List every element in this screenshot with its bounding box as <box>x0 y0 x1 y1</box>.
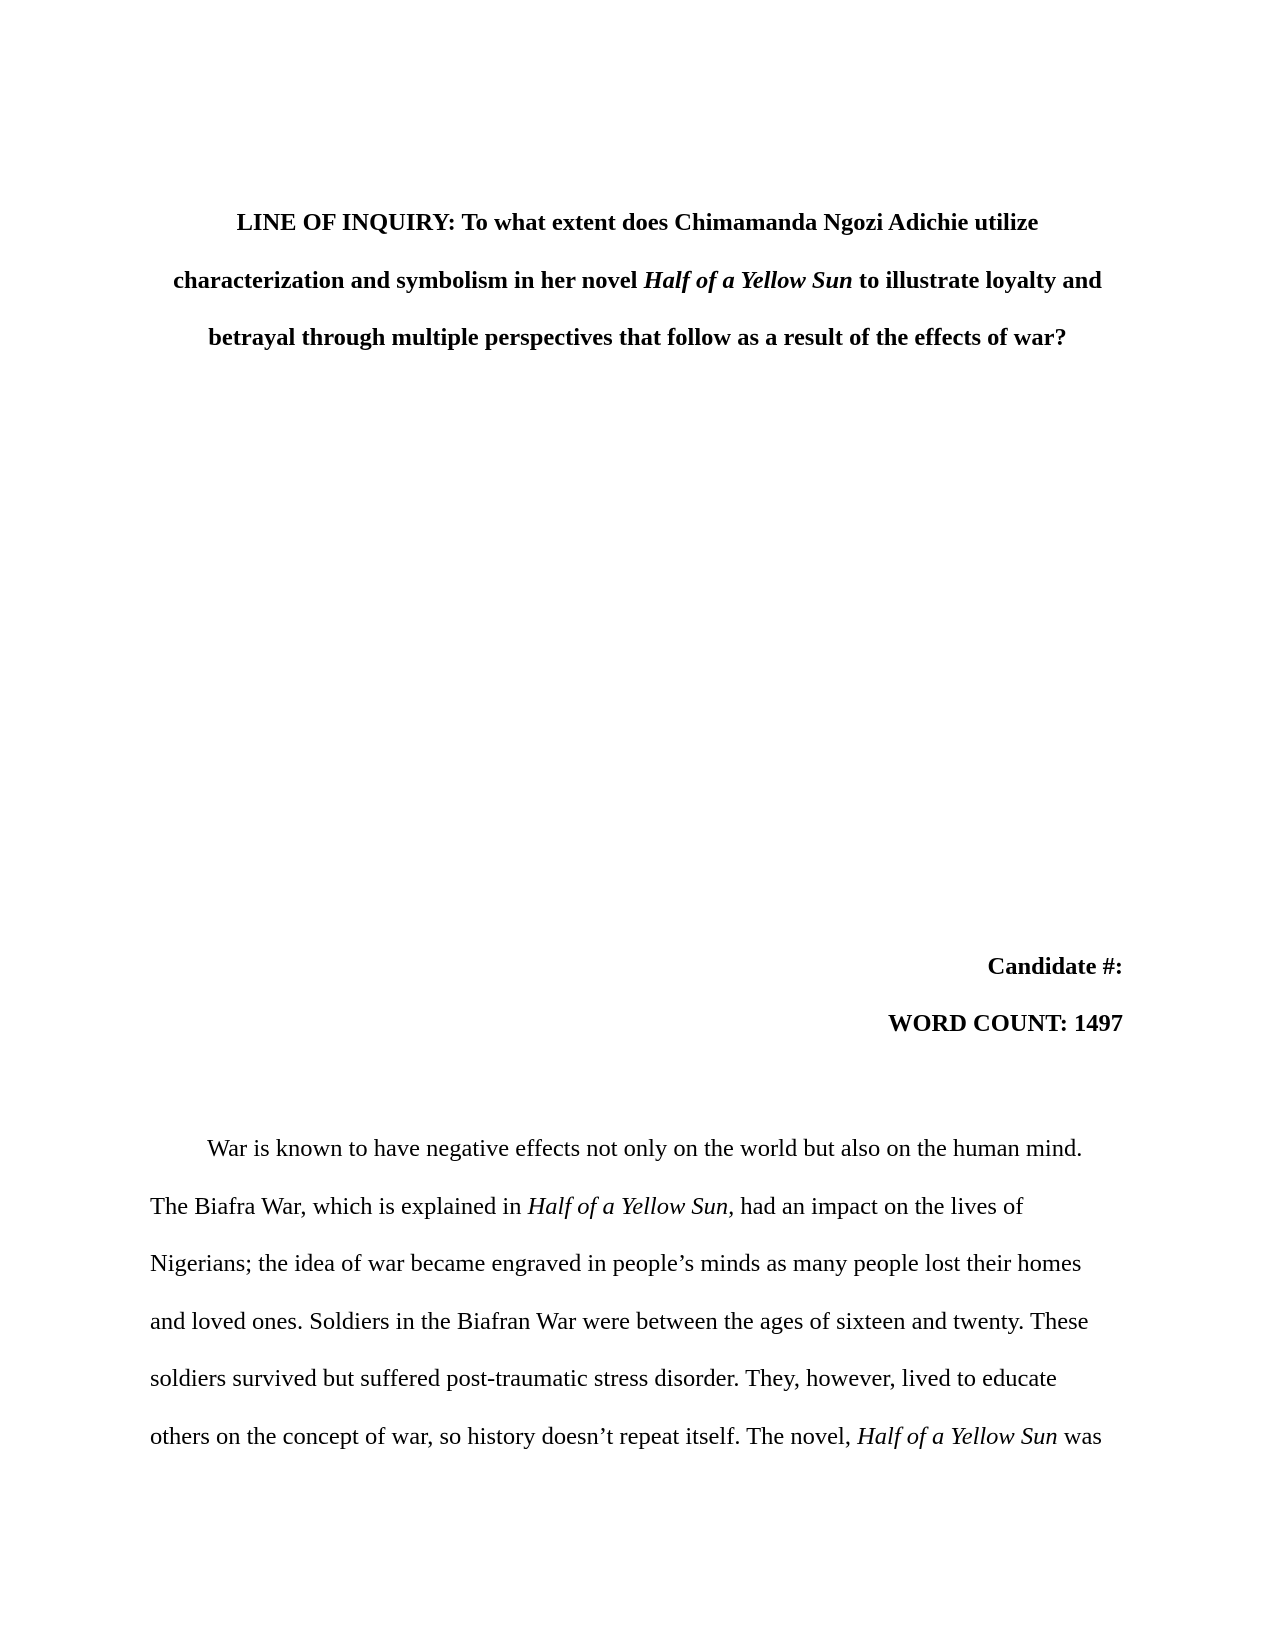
inquiry-line-1: LINE OF INQUIRY: To what extent does Chimamanda Ngozi Adichie utilize <box>236 209 1039 236</box>
paragraph-line-6-text: others on the concept of war, so history doesn’t repeat itself. The novel, <box>150 1422 858 1450</box>
inquiry-line-2-text: characterization and symbolism in her novel <box>173 266 644 294</box>
word-count-label: WORD COUNT: 1497 <box>887 1010 1123 1037</box>
paragraph-line-5: soldiers survived but suffered post-traumatic stress disorder. They, however, lived to educate <box>150 1365 1057 1392</box>
inquiry-line-2 <box>150 252 1125 310</box>
novel-title: Half of a Yellow Sun <box>643 266 853 294</box>
paragraph-line-2-text: The Biafra War, which is explained in <box>150 1192 528 1220</box>
novel-title: Half of a Yellow Sun, <box>527 1192 735 1220</box>
paragraph-line-6-text-end: was <box>1057 1422 1102 1450</box>
line-of-inquiry-heading <box>150 194 1125 367</box>
essay-paragraph <box>150 1120 1130 1465</box>
paragraph-line-2-text-end: had an impact on the lives of <box>734 1192 1024 1220</box>
inquiry-line-3: betrayal through multiple perspectives that follow as a result of the effects of war? <box>208 324 1067 351</box>
paragraph-line-4: and loved ones. Soldiers in the Biafran War were between the ages of sixteen and twenty. These <box>150 1307 1089 1335</box>
paragraph-line-1: War is known to have negative effects not only on the world but also on the human mind. <box>207 1135 1083 1162</box>
candidate-number-label: Candidate #: <box>987 953 1123 980</box>
inquiry-line-2-text-end: to illustrate loyalty and <box>852 266 1102 294</box>
paragraph-line-6 <box>150 1408 1130 1466</box>
paragraph-line-2 <box>150 1178 1130 1236</box>
paragraph-line-3: Nigerians; the idea of war became engraved in people’s minds as many people lost their homes <box>150 1250 1082 1277</box>
novel-title: Half of a Yellow Sun <box>857 1422 1058 1450</box>
